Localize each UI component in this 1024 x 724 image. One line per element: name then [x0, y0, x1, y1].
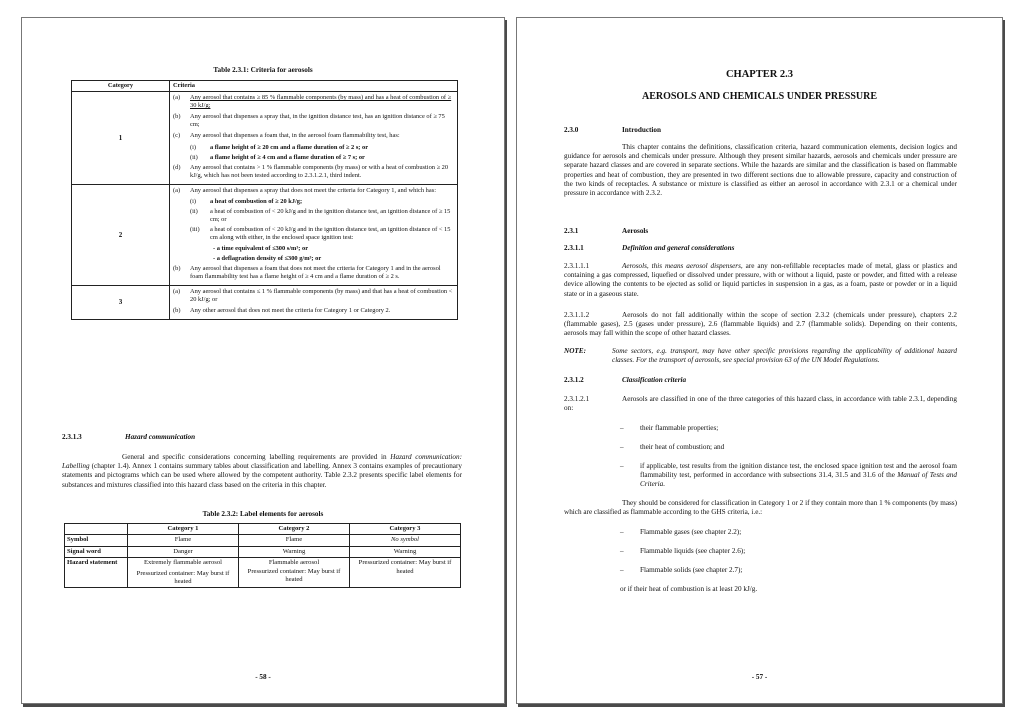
note-text: Some sectors, e.g. transport, may have other specific provisions regarding the applicability of additional hazard classes. For the transport of aerosols, see special provision 63 of the UN Model Regulations. [612, 347, 957, 365]
empty-header [65, 524, 128, 535]
item-mark: (a) [173, 186, 181, 194]
criterion-text: Any aerosol that contains ≥ 85 % flammable components (by mass) and has a heat of combustion of ≥ 30 kJ/g; [190, 94, 452, 110]
dash-marker: – [620, 443, 624, 451]
reference-text: Manual of Tests and Criteria [640, 471, 957, 489]
criterion-text: Any aerosol that contains ≤ 1 % flammable components (by mass) and that has a heat of combustion < 20 kJ/g; or [190, 287, 453, 303]
criterion-text: a flame height of ≥ 20 cm and a flame duration of ≥ 2 s; or [210, 143, 369, 151]
hazard-statement: Pressurized container: May burst if heated [358, 559, 452, 575]
list-text: Flammable gases (see chapter 2.2); [640, 528, 742, 536]
paragraph-text: are any non-refillable receptacles made of metal, glass or plastics and containing a gas compressed, liquefied or dissolved under pressure, with or without a liquid, paste or powder, and fitted with a release device allowing the contents to be ejected as solid or liquid particles in suspension in a gas, as a foam, paste or powder or in a liquid state or in a gaseous state. [564, 262, 958, 298]
row-label: Signal word [65, 546, 128, 557]
category-header: Category [72, 81, 170, 92]
paragraph-number: 2.3.1.1.1 [564, 262, 590, 270]
paragraph-text: Aerosols are classified in one of the three categories of this hazard class, in accordance with table 2.3.1, depending on: [564, 395, 957, 413]
hazard-statement: Flammable aerosol [268, 559, 320, 567]
criterion-text: a heat of combustion of < 20 kJ/g and in the ignition distance test, an ignition distance of ≥ 15 cm; or [210, 208, 451, 224]
item-mark: (a) [173, 287, 181, 295]
criterion-text: - a time equivalent of ≤300 s/m³; or [213, 244, 309, 252]
category-2-cell: 2 [72, 184, 170, 285]
table-cell [128, 558, 239, 588]
item-mark: (i) [190, 198, 197, 206]
table-header-row [65, 524, 461, 535]
criterion-text: Any aerosol that dispenses a foam that, in the aerosol foam flammability test, has: [190, 132, 400, 140]
list-item [620, 424, 957, 433]
item-mark: (b) [173, 113, 181, 121]
page-number: - 58 - [255, 673, 271, 681]
paragraph-text: General and specific considerations concerning labelling requirements are provided in [122, 453, 391, 461]
section-number: 2.3.1.1 [564, 244, 584, 252]
table-2-3-1-caption: Table 2.3.1: Criteria for aerosols [213, 66, 313, 74]
heat-of-combustion-line: or if their heat of combustion is at least 20 kJ/g. [620, 585, 758, 593]
chapter-heading: CHAPTER 2.3 [725, 69, 794, 80]
list-item [620, 566, 957, 575]
dash-marker: – [620, 566, 624, 574]
list-text: their heat of combustion; and [640, 443, 725, 451]
category-3-criteria [170, 285, 458, 319]
list-text [640, 462, 957, 490]
item-mark: (c) [173, 132, 181, 140]
criterion-text: Any other aerosol that does not meet the criteria for Category 1 or Category 2. [190, 307, 391, 315]
label-elements-table [64, 523, 461, 588]
page-number: - 57 - [751, 673, 768, 681]
list-item [620, 462, 957, 490]
list-text: Flammable solids (see chapter 2.7); [640, 566, 743, 574]
section-title: Introduction [622, 126, 662, 134]
definition-term: Aerosols, this means aerosol dispensers, [622, 262, 743, 270]
category-1-criteria [170, 92, 458, 185]
section-title: Classification criteria [622, 376, 687, 384]
table-cell: Warning [350, 546, 461, 557]
category-1-header: Category 1 [128, 524, 239, 535]
criterion-text: Any aerosol that contains > 1 % flammable components (by mass) or with a heat of combustion ≥ 20 kJ/g, which has not been tested according to 2.3.1.2.1, third indent. [190, 163, 449, 179]
reference-text: Hazard communication: Labelling [62, 453, 462, 471]
intro-paragraph: This chapter contains the definitions, classification criteria, hazard communication elements, decision logics and guidance for aerosols and chemicals under pressure. Although they present similar hazards, aerosols and chemicals under pressure are separate hazard classes and are covered in separate sections. While the hazards are similar and the classification is based on flammable properties and heat of combustion, they are presented in two different sections due to allowable pressure, capacity and construction of the two kinds of receptacles. A substance or mixture is classified as either an aerosol in accordance with 2.3.1 or a chemical under pressure in accordance with 2.3.2. [564, 143, 957, 198]
paragraph-2-3-1-1-1 [564, 262, 957, 299]
list-item [620, 528, 957, 537]
paragraph-text: (chapter 1.4). Annex 1 contains summary tables about classification and labelling. Annex 3 contains examples of precautionary statements and pictograms which can be used where allowed by the competent authority. Table 2.3.2 presents specific label elements for substances and mixtures classified into this hazard class based on the criteria in this chapter. [62, 462, 462, 489]
hazard-statement: Pressurized container: May burst if heated [247, 567, 341, 584]
paragraph-number: 2.3.1.2.1 [564, 395, 590, 403]
section-title: Definition and general considerations [622, 244, 735, 252]
category-3-header: Category 3 [350, 524, 461, 535]
criterion-text: Any aerosol that dispenses a foam that does not meet the criteria for Category 1 and in the aerosol foam flammability test has a flame height of ≥ 4 cm and a flame duration of ≥ 2 s. [190, 264, 441, 280]
section-number: 2.3.1 [564, 227, 579, 235]
paragraph-text: Aerosols do not fall additionally within the scope of section 2.3.2 (chemicals under pressure), chapters 2.2 (flammable gases), 2.5 (gases under pressure), 2.6 (flammable liquids) and 2.7 (flammable solids). Depending on their contents, aerosols may fall within the scope of other hazard classes. [564, 311, 957, 338]
hazard-comm-paragraph [62, 453, 462, 490]
category-3-cell: 3 [72, 285, 170, 319]
item-mark: (b) [173, 307, 181, 315]
item-mark: (a) [173, 94, 181, 102]
item-mark: (iii) [190, 226, 200, 234]
right-page [516, 17, 1003, 704]
section-number: 2.3.0 [564, 126, 579, 134]
row-label: Hazard statement [65, 558, 128, 588]
table-cell [239, 558, 350, 588]
table-row [65, 535, 461, 546]
item-mark: (d) [173, 163, 181, 171]
criterion-text: a heat of combustion of ≥ 20 kJ/g; [210, 198, 303, 206]
table-cell: No symbol [350, 535, 461, 546]
item-mark: (i) [190, 143, 197, 151]
table-row [65, 558, 461, 588]
paragraph-2-3-1-1-2 [564, 311, 957, 339]
table-cell: Warning [239, 546, 350, 557]
list-text-part: . [663, 480, 665, 489]
criterion-text: a heat of combustion of < 20 kJ/g and in the ignition distance test, an ignition distance of < 15 cm along with either, in the enclosed space ignition test: [210, 226, 451, 242]
list-text-part: if applicable, test results from the ignition distance test, the enclosed space ignition test and the aerosol foam flammability test, performed in accordance with subsections 31.4, 31.5 and 31.6 of the [640, 462, 957, 480]
section-title: Aerosols [622, 227, 649, 235]
item-mark: (ii) [190, 208, 198, 216]
note-label: NOTE: [564, 347, 586, 355]
paragraph-number: 2.3.1.1.2 [564, 311, 590, 319]
category-2-header: Category 2 [239, 524, 350, 535]
dash-marker: – [620, 547, 624, 555]
table-header-row [72, 81, 458, 92]
left-page [21, 17, 505, 704]
table-row [72, 184, 458, 285]
section-number: 2.3.1.3 [62, 433, 82, 441]
criterion-text: - a deflagration density of ≤300 g/m³; or [213, 254, 322, 262]
dash-marker: – [620, 424, 624, 432]
dash-marker: – [620, 462, 624, 470]
item-mark: (ii) [190, 153, 198, 161]
consider-paragraph: They should be considered for classification in Category 1 or 2 if they contain more than 1 % components (by mass) which are classified as flammable according to the GHS criteria, i.e.: [564, 499, 957, 517]
section-title: Hazard communication [125, 433, 196, 441]
table-cell: Flame [239, 535, 350, 546]
criterion-text: a flame height of ≥ 4 cm and a flame duration of ≥ 7 s; or [210, 153, 365, 161]
table-row [72, 285, 458, 319]
table-cell: Flame [128, 535, 239, 546]
criteria-header: Criteria [170, 81, 458, 92]
category-1-cell: 1 [72, 92, 170, 185]
paragraph-2-3-1-2-1 [564, 395, 957, 413]
dash-marker: – [620, 528, 624, 536]
table-row [72, 92, 458, 185]
table-row [65, 546, 461, 557]
table-cell: Danger [128, 546, 239, 557]
item-mark: (b) [173, 264, 181, 272]
row-label: Symbol [65, 535, 128, 546]
criteria-table [71, 80, 458, 320]
chapter-title: AEROSOLS AND CHEMICALS UNDER PRESSURE [641, 91, 878, 102]
criterion-text: Any aerosol that dispenses a spray that, in the ignition distance test, has an ignition distance of ≥ 75 cm; [190, 113, 445, 129]
hazard-statement: Extremely flammable aerosol [144, 559, 222, 567]
hazard-statement: Pressurized container: May burst if heated [136, 569, 230, 586]
category-2-criteria [170, 184, 458, 285]
list-item [620, 547, 957, 556]
list-text: Flammable liquids (see chapter 2.6); [640, 547, 746, 555]
table-cell [350, 558, 461, 588]
table-2-3-2-caption: Table 2.3.2: Label elements for aerosols [202, 510, 324, 518]
section-number: 2.3.1.2 [564, 376, 584, 384]
criterion-text: Any aerosol that dispenses a spray that does not meet the criteria for Category 1, and which has: [190, 186, 436, 194]
list-item [620, 443, 957, 452]
list-text: their flammable properties; [640, 424, 719, 432]
note [564, 347, 957, 365]
